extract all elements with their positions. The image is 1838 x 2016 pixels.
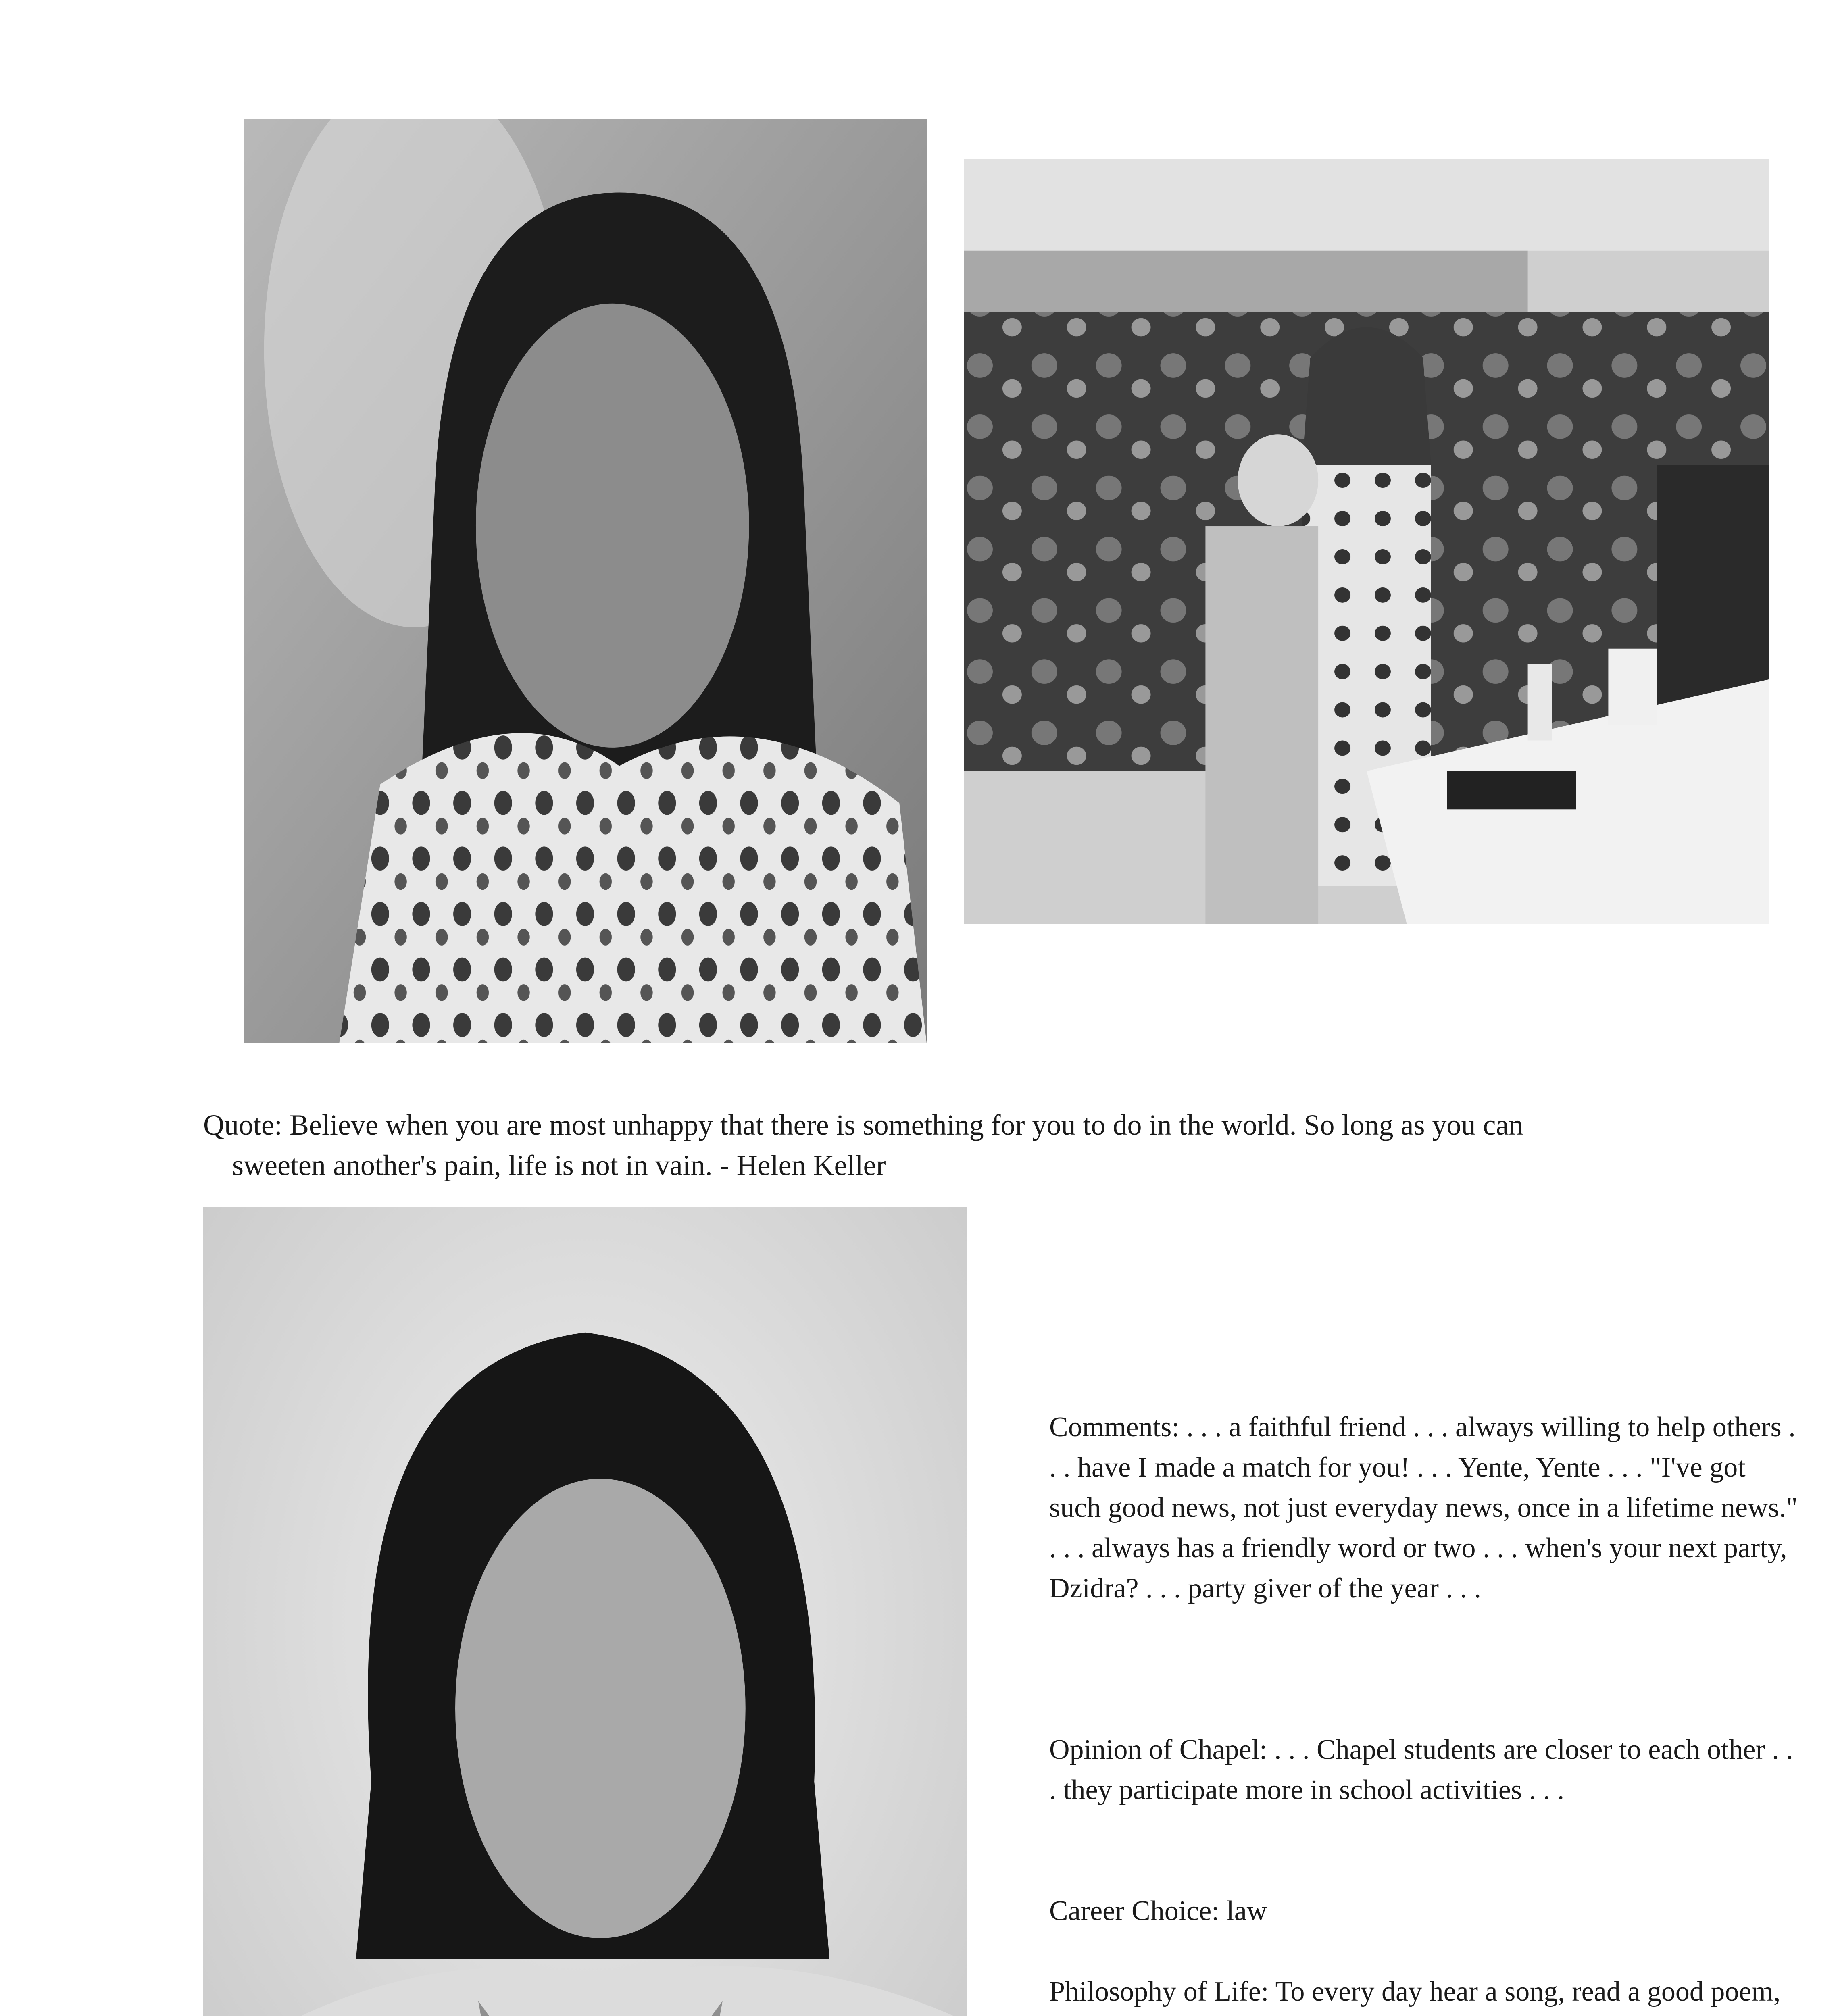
quote-line-1: Quote: Believe when you are most unhappy that there is something for you to do in the world. So long as you can [203, 1109, 1523, 1141]
party-photo [964, 159, 1769, 924]
quote-text [203, 1105, 1776, 1185]
career-text: Career Choice: law [1049, 1895, 1267, 1926]
party-photo-icon [964, 159, 1769, 924]
comments-text: Comments: . . . a faithful friend . . . always willing to help others . . . have I made a match for you! . . . Yente, Yente . . . "I've got such good news, not just everyday news, once in a lifetime news." . . . always has a friendly word or two . . . when's your next party, Dzidra? . . . party giver of the year . . . [1049, 1412, 1798, 1604]
philosophy-text: Philosophy of Life: To every day hear a song, read a good poem, [1049, 1976, 1781, 2007]
candid-photo [244, 119, 927, 1043]
candid-photo-icon [244, 119, 927, 1043]
portrait-photo [203, 1207, 967, 2016]
opinion-text: Opinion of Chapel: . . . Chapel students are closer to each other . . . they participate more in school activities . . . [1049, 1734, 1793, 1806]
quote-line-2: sweeten another's pain, life is not in vain. - Helen Keller [232, 1149, 886, 1181]
portrait-photo-icon [203, 1207, 967, 2016]
